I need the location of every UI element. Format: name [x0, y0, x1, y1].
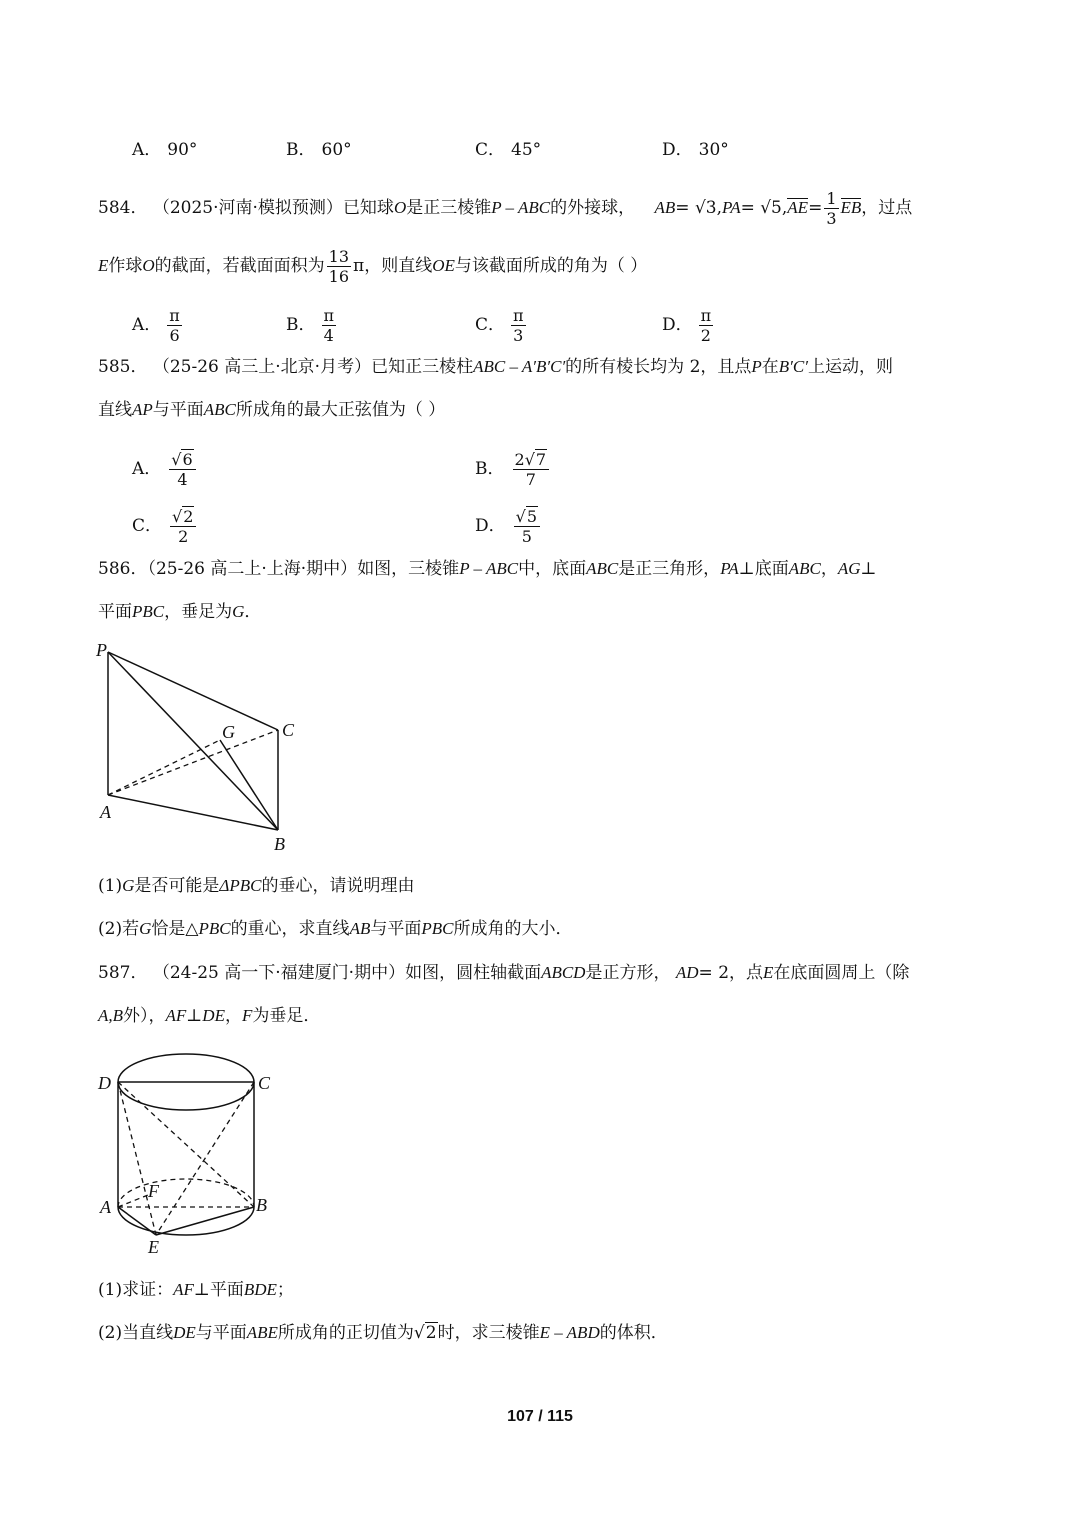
q586-sub-1: (1)G是否可能是ΔPBC的垂心，请说明理由: [98, 876, 415, 896]
question-number: 587．: [98, 963, 148, 983]
label-g: G: [222, 722, 235, 742]
q584-option-d[interactable]: D． $\frac{\pi}{2}$: [662, 306, 712, 345]
q585-line-2: 直线AP与平面ABC所成角的最大正弦值为（ ）: [98, 400, 446, 420]
q585-option-d[interactable]: D． $\frac{√5}{5}$: [475, 507, 542, 546]
question-number: 585．: [98, 357, 148, 377]
fraction-one-third: $\frac{1}{3}$: [826, 189, 837, 228]
q583-option-c[interactable]: C． 45°: [475, 140, 542, 160]
fraction-area: $\frac{13}{16}$: [328, 247, 350, 286]
q587-line-1: 587． （24-25 高一下·福建厦门·期中）如图，圆柱轴截面ABCD是正方形， AD= 2，点E在底面圆周上（除: [98, 963, 910, 983]
bottom-front-arc: [118, 1207, 254, 1235]
q585-option-a[interactable]: A． $\frac{√6}{4}$: [132, 450, 198, 489]
vector-eb: EB: [840, 198, 862, 217]
label-c: C: [282, 720, 295, 740]
q585-line-1: 585． （25-26 高三上·北京·月考）已知正三棱柱ABC – A′B′C′的所有棱长均为 2，且点P在B′C′上运动，则: [98, 357, 893, 377]
question-source: （24-25 高一下·福建厦门·期中）: [152, 963, 406, 983]
label-a: A: [100, 1197, 111, 1217]
edge-ab: [108, 795, 278, 830]
question-source: （25-26 高二上·上海·期中）: [147, 559, 358, 579]
vector-ae: AE: [787, 198, 809, 217]
label-f: F: [148, 1181, 159, 1201]
segment-ag-hidden: [108, 740, 220, 795]
q583-option-a[interactable]: A． 90°: [132, 140, 198, 160]
q587-sub-1: (1)求证：AF⊥平面BDE；: [98, 1280, 294, 1300]
question-number: 584．: [98, 198, 148, 218]
edge-ac-hidden: [108, 730, 278, 795]
q584-option-b[interactable]: B． $\frac{\pi}{4}$: [286, 306, 335, 345]
label-p: P: [96, 640, 107, 660]
q585-option-b[interactable]: B． $\frac{2√7}{7}$: [475, 450, 551, 489]
q587-line-2: A,B外），AF⊥DE，F为垂足．: [98, 1006, 321, 1026]
q587-figure-cylinder: [90, 1045, 290, 1260]
label-e: E: [148, 1237, 159, 1257]
question-source: （25-26 高三上·北京·月考）: [152, 357, 372, 377]
q583-option-b[interactable]: B． 60°: [286, 140, 352, 160]
segment-ce-hidden: [156, 1082, 254, 1235]
q587-sub-2: (2)当直线DE与平面ABE所成角的正切值为√2时，求三棱锥E – ABD的体积．: [98, 1323, 668, 1343]
segment-gb: [220, 740, 278, 830]
question-number: 586．: [98, 559, 148, 579]
q586-line-2: 平面PBC，垂足为G．: [98, 602, 262, 622]
edge-pc: [108, 652, 278, 730]
label-d: D: [98, 1073, 111, 1093]
label-b: B: [256, 1195, 267, 1215]
q584-option-a[interactable]: A． $\frac{\pi}{6}$: [132, 306, 180, 345]
q586-figure-pyramid: [90, 638, 320, 858]
edge-pb: [108, 652, 278, 830]
q585-option-c[interactable]: C． $\frac{√2}{2}$: [132, 507, 198, 546]
label-b: B: [274, 834, 285, 854]
q584-line-1: 584． （2025·河南·模拟预测）已知球O是正三棱锥P – ABC的外接球， AB= √3,PA= √5,AE= $\frac{1}{3}$ EB，过点: [98, 189, 913, 228]
label-a: A: [100, 802, 111, 822]
q583-option-d[interactable]: D． 30°: [662, 140, 729, 160]
segment-ae: [118, 1207, 156, 1235]
question-source: （2025·河南·模拟预测）: [152, 198, 343, 218]
label-c: C: [258, 1073, 271, 1093]
q584-option-c[interactable]: C． $\frac{\pi}{3}$: [475, 306, 524, 345]
page-number: 107 / 115: [507, 1408, 573, 1425]
q586-line-1: 586．（25-26 高二上·上海·期中）如图，三棱锥P – ABC中，底面ABC是正三角形，PA⊥底面ABC，AG⊥: [98, 559, 877, 579]
bottom-back-arc: [118, 1179, 254, 1207]
q586-sub-2: (2)若G恰是△PBC的重心，求直线AB与平面PBC所成角的大小．: [98, 919, 573, 939]
q584-line-2: E作球O的截面，若截面面积为 $\frac{13}{16}$ π，则直线OE与该截面所成的角为（ ）: [98, 247, 648, 286]
